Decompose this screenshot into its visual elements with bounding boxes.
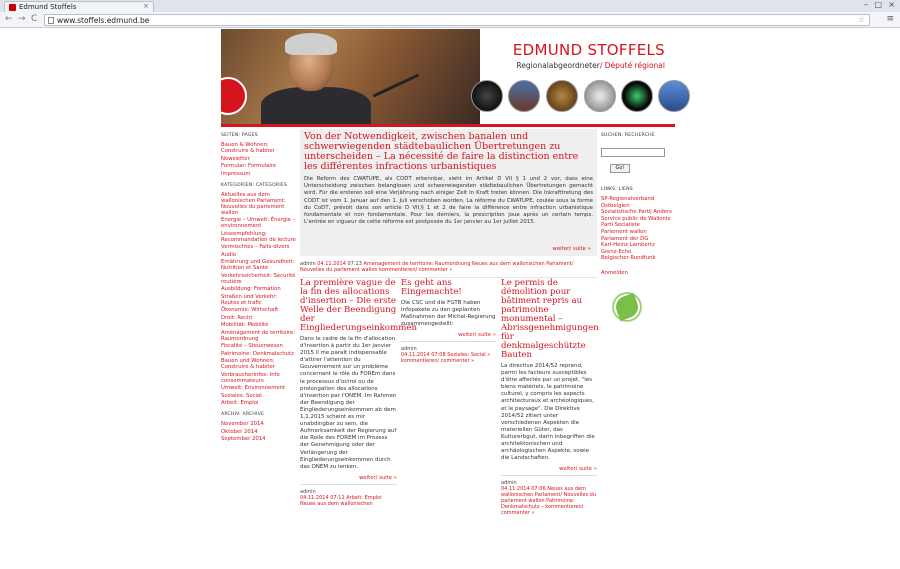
post-card	[501, 279, 597, 516]
post-excerpt: Die CSC und die FGTB haben Infopakete zu den geplanten Maßnahmen der Michel-Regierung zusammengestellt:	[401, 300, 496, 328]
post-author: admin	[300, 488, 316, 495]
post-meta	[300, 489, 397, 507]
site-wrapper	[221, 29, 675, 563]
category-link[interactable]: Soziales: Social	[221, 392, 262, 399]
post-author: admin	[501, 480, 517, 487]
red-circle-decoration	[221, 77, 247, 115]
categories-heading: KATEGORIEN: CATÉGORIES	[221, 182, 288, 188]
post-card	[300, 278, 417, 507]
links-heading: LINKS: LIENS	[601, 187, 633, 192]
menu-icon[interactable]: ≡	[886, 14, 894, 24]
category-link[interactable]: Straßen und Verkehr: Routes et trafic	[221, 293, 278, 306]
read-more-link[interactable]: weiter/ suite »	[501, 466, 597, 476]
theme-circle-crowd[interactable]	[508, 80, 540, 112]
category-link[interactable]: Arbeit: Emploi	[221, 400, 259, 406]
forward-icon[interactable]: →	[18, 14, 26, 24]
category-link[interactable]: Verbraucherinfos: Info consommateurs	[221, 371, 280, 384]
archive-heading: ARCHIV: ARCHIVE	[221, 412, 265, 417]
category-link[interactable]: Verkehrssicherheit: Sécurité routière	[221, 272, 296, 285]
read-more-link[interactable]: weiter/ suite »	[401, 332, 496, 342]
category-link[interactable]: Ausbildung: Formation	[221, 286, 281, 292]
post-date[interactable]: 04.11.2014	[317, 261, 346, 267]
external-link[interactable]: Parti Socialiste	[601, 222, 640, 229]
post-meta-line[interactable]: 04.11.2014 07:08 Soziales: Social »	[401, 352, 491, 359]
theme-circle-hands[interactable]	[584, 80, 616, 112]
post-comment-link[interactable]: kommentieren/ commenter »	[379, 267, 453, 273]
header-divider	[221, 124, 675, 127]
address-bar[interactable]	[44, 14, 870, 26]
category-link[interactable]: Ernährung und Gesundheit: Nutrition et Santé	[221, 259, 295, 271]
main-content	[300, 129, 599, 517]
featured-read-more-link[interactable]: weiter/ suite »	[552, 246, 591, 252]
theme-circle-traffic-light[interactable]	[621, 80, 653, 112]
category-link[interactable]: Umwelt: Environnement	[221, 385, 286, 391]
category-link[interactable]: Aménagement de territoire: Raumordnung	[221, 329, 296, 342]
subtitle-separator: /	[599, 61, 605, 70]
close-window-icon[interactable]: ×	[888, 0, 895, 9]
post-meta-line[interactable]: 04.11.2014 07:06 Neues aus dem wallonischen Parlament/ Nouvelles du parlement wallon Patrimoine: Denkmalschutz – kommentieren/ commenter »	[501, 486, 597, 517]
external-link[interactable]: Parlement wallon	[601, 228, 647, 235]
search-go-button[interactable]: Go!	[610, 164, 630, 173]
external-link[interactable]: Sozialistische Partij Anders	[601, 209, 672, 216]
search-input[interactable]	[601, 148, 665, 157]
archive-link[interactable]: November 2014	[221, 421, 264, 427]
back-icon[interactable]: ←	[5, 14, 13, 24]
left-sidebar	[221, 133, 297, 448]
post-meta-line[interactable]: 04.11.2014 07:11 Arbeit: Emploi	[300, 494, 382, 501]
category-link[interactable]: Audio	[221, 251, 237, 258]
leaf-icon	[613, 292, 641, 320]
category-link[interactable]: Vermischtes – Faits-divers	[221, 244, 290, 250]
external-link[interactable]: Belgischer Rundfunk	[601, 255, 656, 262]
bookmark-star-icon[interactable]: ☆	[857, 15, 865, 24]
pages-heading: SEITEN: PAGES	[221, 133, 258, 138]
external-link[interactable]: Service public de Wallonie	[601, 215, 671, 222]
minimize-icon[interactable]: –	[864, 0, 868, 9]
archive-link[interactable]: September 2014	[221, 436, 266, 442]
post-meta-line[interactable]: Neues aus dem wallonischen	[300, 500, 373, 507]
post-title[interactable]: La première vague de la fin des allocations d'insertion – Die erste Welle der Beendigung der Eingliederungseinkommen	[300, 278, 417, 333]
category-link[interactable]: Mobilität: Mobilité	[221, 322, 269, 328]
search-heading: SUCHEN: RECHERCHE	[601, 133, 655, 138]
post-excerpt: La directive 2014/52 reprend, parmi les facteurs susceptibles d'être affectés par un projet, "les biens matériels, le patrimoine culturel, y compris les aspects architecturaux et archéologiques, et le paysage". Die Direktive 2014/52 zitiert unter verschiedenen Aspekten die materiellen Güter, das Kulturerbgut, darin inbegriffen die architektonischen und archäologischen Aspekte, sowie die Landschaften.	[501, 363, 595, 462]
category-link[interactable]: Bauen und Wohnen: Construire & habiter	[221, 358, 275, 370]
featured-post	[300, 129, 597, 256]
post-meta	[501, 480, 597, 516]
post-card	[401, 279, 496, 364]
post-title[interactable]: Le permis de démolition pour bâtiment repris au patrimoine monumental – Abrissgenehmigungen für denkmalgeschützte Bauten	[501, 278, 599, 360]
category-link[interactable]: Droit: Recht	[221, 314, 253, 321]
external-link[interactable]: Karl-Heinz Lambertz	[601, 242, 655, 249]
category-link[interactable]: Aktuelles aus dem wallonischen Parlament: Nouvelles du parlement wallon	[221, 191, 286, 216]
header-photo	[221, 29, 480, 126]
page-link[interactable]: Formular: Formulaire	[221, 163, 277, 169]
category-link[interactable]: Ökonomie: Wirtschaft	[221, 307, 279, 313]
read-more-link[interactable]: weiter/ suite »	[300, 475, 397, 485]
url-text: www.stoffels.edmund.be	[57, 16, 150, 25]
page-link[interactable]: Impressum	[221, 170, 251, 177]
site-title[interactable]: EDMUND STOFFELS	[512, 41, 665, 59]
maximize-icon[interactable]: □	[874, 0, 882, 9]
post-columns	[300, 279, 597, 569]
category-link[interactable]: Energie – Umwelt: Énergie – environnement	[221, 217, 296, 229]
category-link[interactable]: Fiscalité – Steuerwesen	[221, 343, 283, 349]
page-icon	[48, 17, 54, 24]
tab-title: Edmund Stoffels	[19, 3, 77, 11]
subtitle-de: Regionalabgeordneter	[516, 61, 600, 70]
post-author: admin	[300, 261, 316, 267]
external-link[interactable]: SP-Regionalverband Ostbelgien	[601, 196, 655, 209]
browser-toolbar	[0, 12, 900, 28]
theme-circle-wind[interactable]	[658, 80, 690, 112]
post-excerpt: Dans le cadre de la fin d'allocation d'insertion à partir du 1er janvier 2015 il me paraît indispensable d'attirer l'attention du Gouvernement sur un problème concernant le rôle du FOREm dans le processus d'octroi ou de prolongation des allocations d'insertion par l'ONEM. Im Rahmen der Beendigung der Eingliederungseinkommen ab dem 1.1.2015 scheint es mir unabdingbar zu sein, die Aufmerksamkeit der Regierung auf die Rolle des FOREM im Prozess der Genehmigung oder der Verlängerung der Eingliederungseinkommen durch das ONEM zu lenken.	[300, 336, 397, 470]
featured-post-title[interactable]: Von der Notwendigkeit, zwischen banalen und schwerwiegenden städtebaulichen Übertretungen zu unterscheiden – La nécessité de faire la distinction entre les différentes infractions urbanistiques	[304, 131, 579, 172]
reload-icon[interactable]: C	[31, 14, 38, 24]
post-time: 07:13	[347, 261, 362, 267]
web-page	[0, 29, 900, 563]
post-category-link[interactable]: Aménagement de territoire: Raumordnung	[363, 261, 471, 267]
right-sidebar	[601, 133, 675, 327]
theme-circle-food[interactable]	[546, 80, 578, 112]
post-author: admin	[401, 346, 417, 353]
category-link[interactable]: Leseempfehlung: Recommandation de lecture	[221, 230, 296, 243]
page-link[interactable]: Newsletter	[221, 155, 250, 162]
close-tab-icon[interactable]: ×	[143, 2, 149, 10]
archive-link[interactable]: Oktober 2014	[221, 428, 258, 435]
featured-post-text: Die Reform des CWATUPE, als CODT erkennbar, sieht im Artikel D VII § 1 und 2 vor, dass eine Unterscheidung zwischen belanglosen und schwerwiegenden städtebaulichen Übertretungen gemacht wird. Für die ersteren soll eine Verjährung nach einiger Zeit in Kraft treten können. Die Inkrafttretung des CODT ist vom 1. Januar auf den 1. Juli verschoben worden. La réforme du CWATUPE, coulée sous la forme du CoDT, prévoit dans son article D VII,§ 1 et 2 de faire la différence entre infraction urbanistique fondamentale et non fondamentale. Pour les derniers, la prescription joue après un certain temps. L'entrée en vigueur de cette réforme est postposée du 1er janvier au 1er juillet 2015.	[304, 176, 593, 226]
post-title[interactable]: Es geht ans Eingemachte!	[401, 278, 462, 297]
theme-circles	[471, 80, 675, 114]
subtitle-fr: Député régional	[604, 61, 665, 70]
page-link[interactable]: Bauen & Wohnen: Construire & habiter	[221, 142, 275, 154]
category-link[interactable]: Patrimoine: Denkmalschutz	[221, 350, 294, 357]
browser-tabstrip	[0, 0, 900, 12]
external-link[interactable]: Grenz-Echo	[601, 248, 632, 255]
theme-circle-meeting[interactable]	[471, 80, 503, 112]
green-badge[interactable]	[607, 287, 647, 327]
login-link[interactable]: Anmelden	[601, 269, 628, 276]
external-link[interactable]: Parlament der DG	[601, 235, 649, 242]
post-category-link[interactable]: Neues aus dem wallonischen Parlament/ Nouvelles du parlement wallon	[300, 261, 574, 273]
post-meta-line[interactable]: kommentieren/ commenter »	[401, 358, 475, 365]
favicon-icon	[9, 4, 16, 11]
site-subtitle	[516, 61, 665, 70]
featured-post-meta	[300, 256, 597, 278]
post-meta	[401, 346, 496, 364]
